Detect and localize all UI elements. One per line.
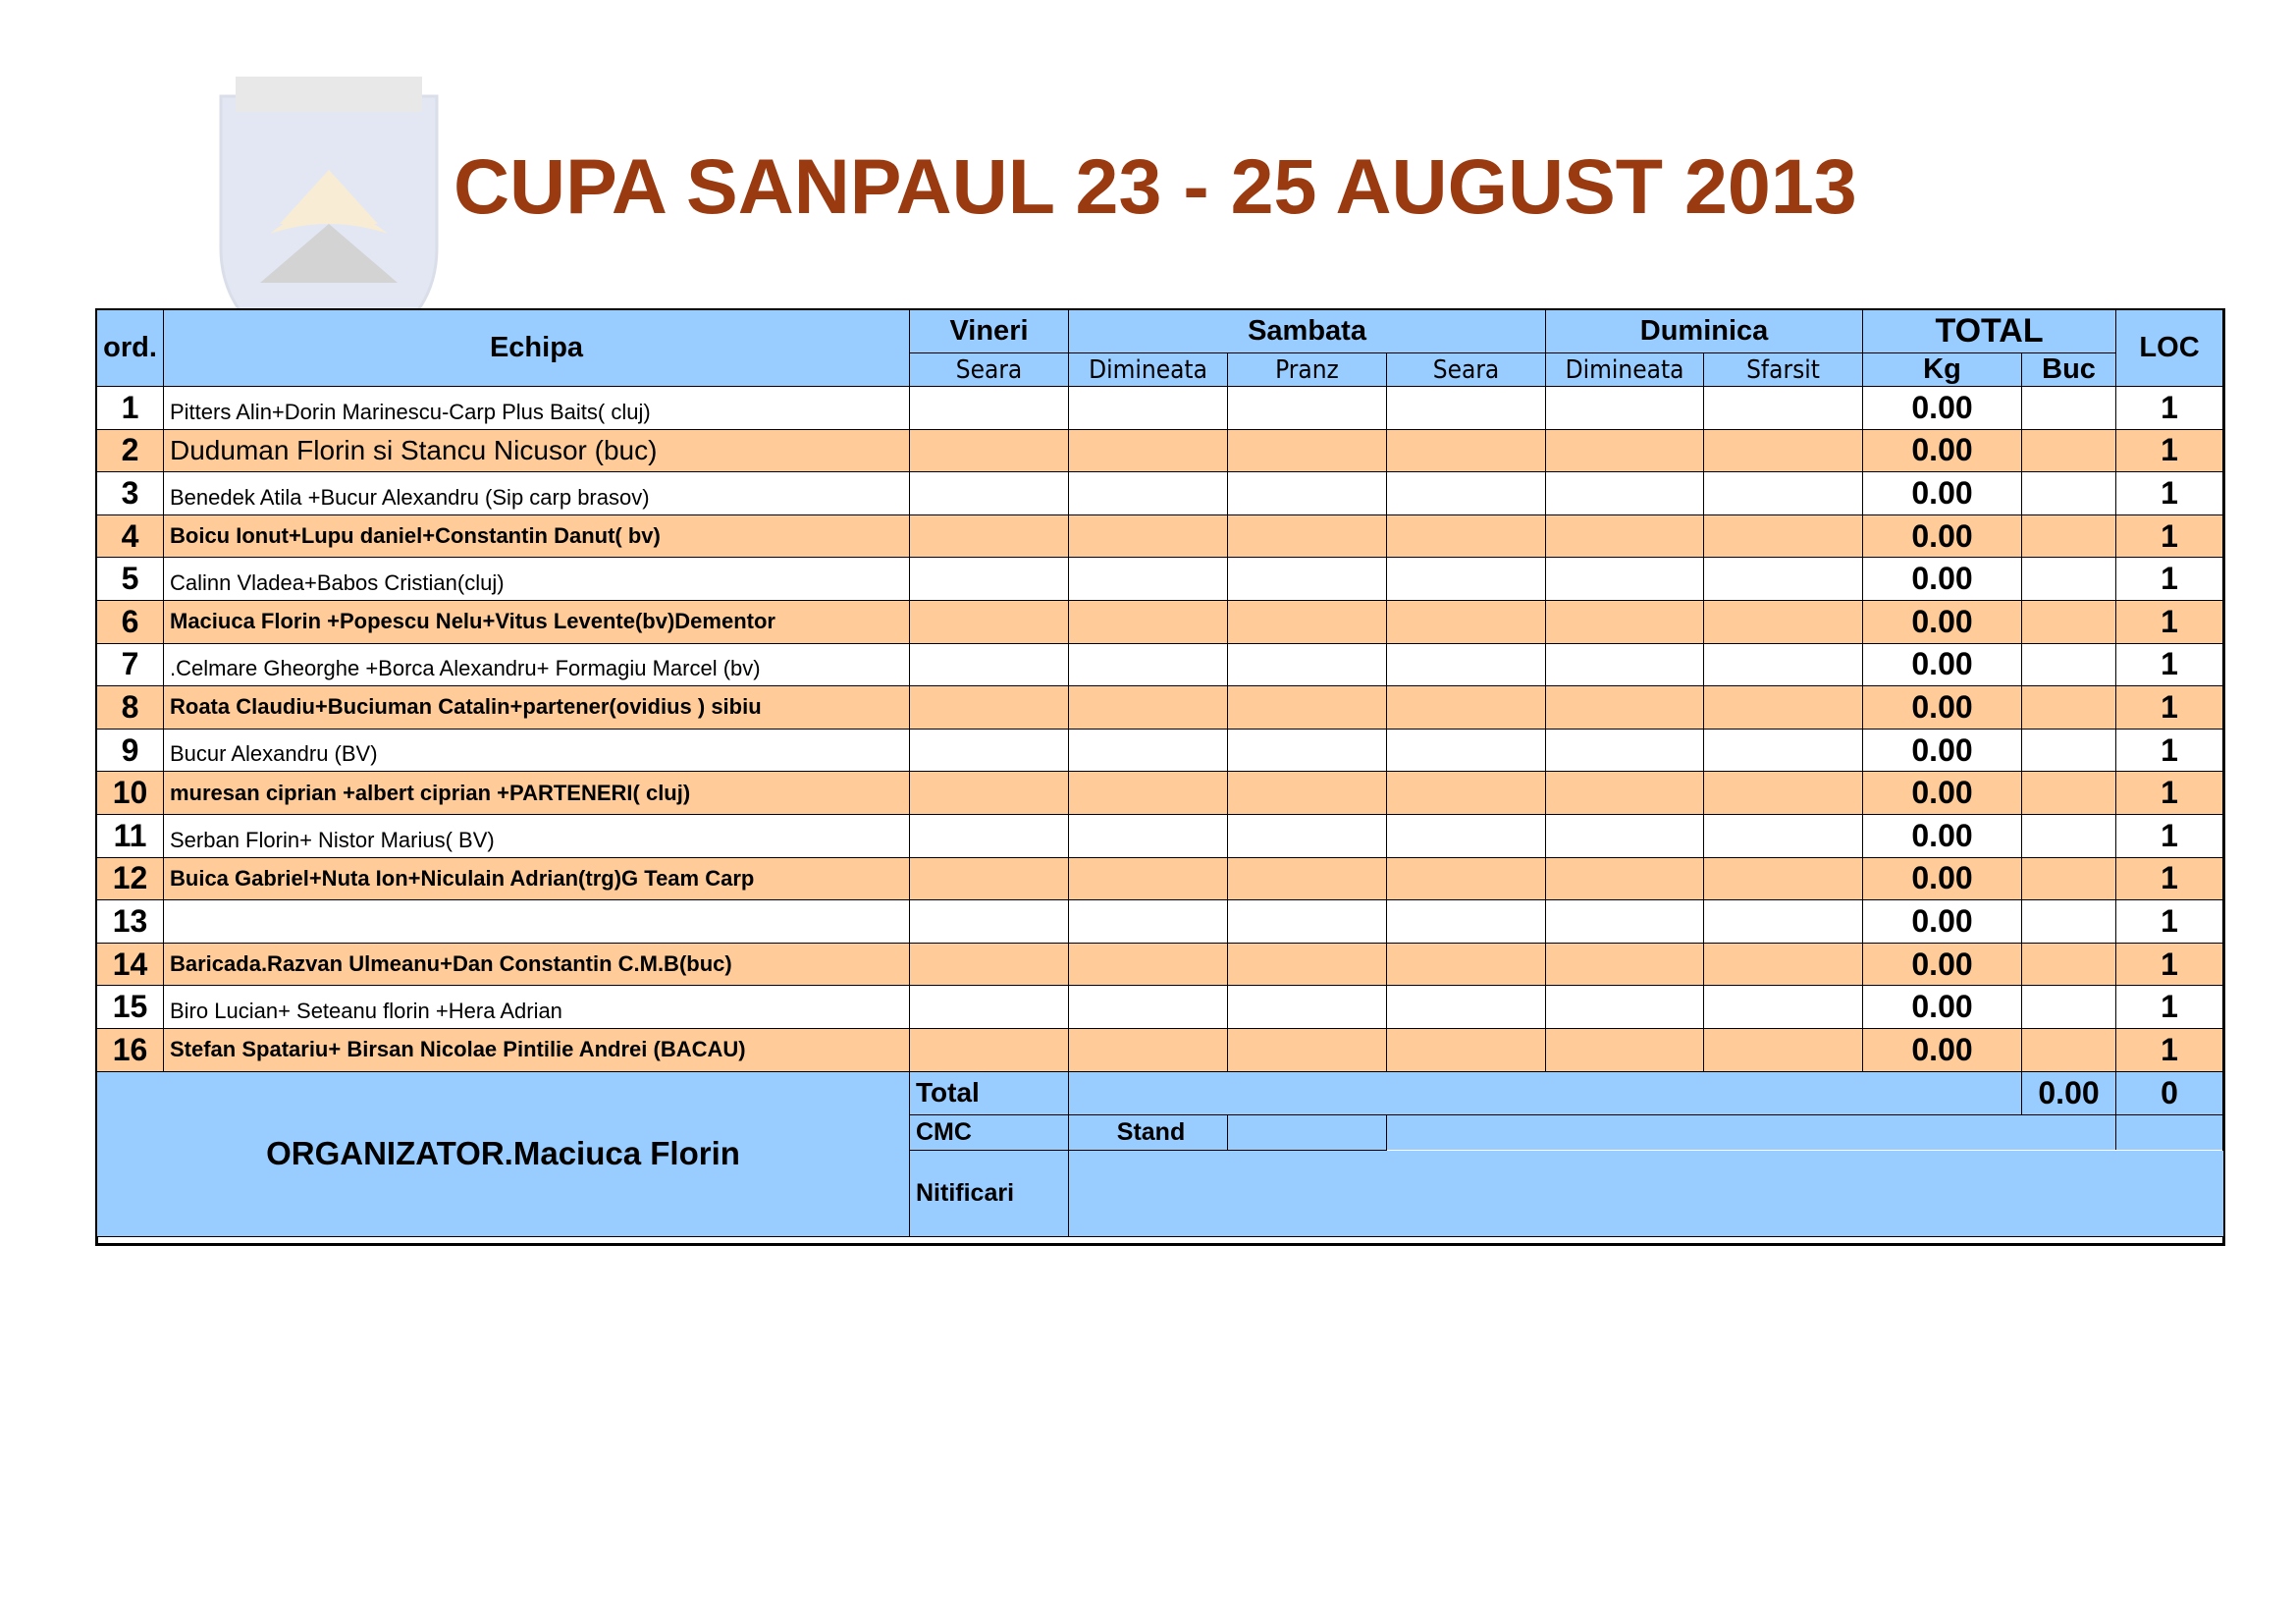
row-duminica-dimineata-cell — [1546, 472, 1704, 515]
col-header-duminica-sfarsit: Sfarsit — [1704, 353, 1863, 387]
row-duminica-sfarsit-cell — [1704, 986, 1863, 1029]
row-sambata-seara-cell — [1387, 643, 1546, 686]
col-header-loc: LOC — [2116, 310, 2223, 387]
table-row — [97, 643, 2223, 686]
row-duminica-sfarsit-cell — [1704, 472, 1863, 515]
cmc-loc-blank — [2116, 1114, 2223, 1150]
row-buc — [2022, 558, 2116, 601]
organizer-label: ORGANIZATOR.Maciuca Florin — [97, 1071, 910, 1236]
row-duminica-dimineata-cell — [1546, 558, 1704, 601]
row-team: Roata Claudiu+Buciuman Catalin+partener(ovidius ) sibiu — [164, 686, 910, 730]
row-sambata-seara-cell — [1387, 900, 1546, 944]
row-duminica-sfarsit-cell — [1704, 686, 1863, 730]
row-kg: 0.00 — [1863, 857, 2022, 900]
row-sambata-pranz-cell — [1228, 943, 1387, 986]
col-header-sambata: Sambata — [1069, 310, 1546, 353]
col-header-kg: Kg — [1863, 353, 2022, 387]
row-vineri-seara-cell — [910, 514, 1069, 558]
row-duminica-sfarsit-cell — [1704, 1028, 1863, 1071]
row-team: Serban Florin+ Nistor Marius( BV) — [164, 814, 910, 857]
row-duminica-dimineata-cell — [1546, 900, 1704, 944]
row-buc — [2022, 814, 2116, 857]
row-sambata-dimineata-cell — [1069, 857, 1228, 900]
row-sambata-pranz-cell — [1228, 686, 1387, 730]
col-header-sambata-seara: Seara — [1387, 353, 1546, 387]
row-loc: 1 — [2116, 986, 2223, 1029]
table-row — [97, 814, 2223, 857]
col-header-vineri-seara: Seara — [910, 353, 1069, 387]
row-sambata-dimineata-cell — [1069, 514, 1228, 558]
row-duminica-sfarsit-cell — [1704, 600, 1863, 643]
row-ord: 9 — [97, 729, 164, 772]
row-ord: 14 — [97, 943, 164, 986]
row-loc: 1 — [2116, 943, 2223, 986]
row-sambata-seara-cell — [1387, 429, 1546, 472]
row-buc — [2022, 514, 2116, 558]
table-row — [97, 429, 2223, 472]
row-sambata-pranz-cell — [1228, 472, 1387, 515]
cmc-blank — [1387, 1114, 2116, 1150]
col-header-total: TOTAL — [1863, 310, 2116, 353]
row-sambata-dimineata-cell — [1069, 814, 1228, 857]
row-vineri-seara-cell — [910, 900, 1069, 944]
row-sambata-pranz-cell — [1228, 514, 1387, 558]
row-loc: 1 — [2116, 772, 2223, 815]
row-sambata-seara-cell — [1387, 857, 1546, 900]
row-duminica-dimineata-cell — [1546, 387, 1704, 430]
table-row — [97, 514, 2223, 558]
row-team: muresan ciprian +albert ciprian +PARTENERI( cluj) — [164, 772, 910, 815]
col-header-duminica-dimineata: Dimineata — [1546, 353, 1704, 387]
row-sambata-pranz-cell — [1228, 857, 1387, 900]
row-team: Baricada.Razvan Ulmeanu+Dan Constantin C.M.B(buc) — [164, 943, 910, 986]
row-loc: 1 — [2116, 472, 2223, 515]
row-sambata-dimineata-cell — [1069, 943, 1228, 986]
notifications-value — [1069, 1150, 2223, 1236]
row-kg: 0.00 — [1863, 600, 2022, 643]
row-sambata-dimineata-cell — [1069, 900, 1228, 944]
row-loc: 1 — [2116, 558, 2223, 601]
row-sambata-dimineata-cell — [1069, 600, 1228, 643]
table-row — [97, 729, 2223, 772]
row-vineri-seara-cell — [910, 472, 1069, 515]
total-kg: 0.00 — [2022, 1071, 2116, 1114]
row-vineri-seara-cell — [910, 814, 1069, 857]
row-buc — [2022, 643, 2116, 686]
row-duminica-dimineata-cell — [1546, 1028, 1704, 1071]
row-sambata-pranz-cell — [1228, 1028, 1387, 1071]
row-duminica-sfarsit-cell — [1704, 814, 1863, 857]
row-duminica-sfarsit-cell — [1704, 772, 1863, 815]
table-row — [97, 472, 2223, 515]
row-kg: 0.00 — [1863, 514, 2022, 558]
row-kg: 0.00 — [1863, 729, 2022, 772]
row-kg: 0.00 — [1863, 429, 2022, 472]
row-ord: 16 — [97, 1028, 164, 1071]
row-buc — [2022, 900, 2116, 944]
row-ord: 10 — [97, 772, 164, 815]
col-header-team: Echipa — [164, 310, 910, 387]
row-duminica-dimineata-cell — [1546, 943, 1704, 986]
row-duminica-sfarsit-cell — [1704, 729, 1863, 772]
stand-value — [1228, 1114, 1387, 1150]
row-kg: 0.00 — [1863, 900, 2022, 944]
row-ord: 1 — [97, 387, 164, 430]
col-header-duminica: Duminica — [1546, 310, 1863, 353]
row-kg: 0.00 — [1863, 643, 2022, 686]
row-sambata-dimineata-cell — [1069, 429, 1228, 472]
row-team — [164, 900, 910, 944]
row-team: Calinn Vladea+Babos Cristian(cluj) — [164, 558, 910, 601]
row-ord: 2 — [97, 429, 164, 472]
notifications-label: Nitificari — [910, 1150, 1069, 1236]
col-header-sambata-pranz: Pranz — [1228, 353, 1387, 387]
row-loc: 1 — [2116, 900, 2223, 944]
row-duminica-dimineata-cell — [1546, 686, 1704, 730]
row-duminica-dimineata-cell — [1546, 814, 1704, 857]
table-row — [97, 986, 2223, 1029]
row-team: Stefan Spatariu+ Birsan Nicolae Pintilie Andrei (BACAU) — [164, 1028, 910, 1071]
row-sambata-seara-cell — [1387, 943, 1546, 986]
row-duminica-dimineata-cell — [1546, 772, 1704, 815]
row-sambata-seara-cell — [1387, 686, 1546, 730]
table-row — [97, 387, 2223, 430]
row-buc — [2022, 857, 2116, 900]
row-duminica-sfarsit-cell — [1704, 900, 1863, 944]
col-header-sambata-dimineata: Dimineata — [1069, 353, 1228, 387]
row-team: Duduman Florin si Stancu Nicusor (buc) — [164, 429, 910, 472]
row-duminica-sfarsit-cell — [1704, 643, 1863, 686]
row-vineri-seara-cell — [910, 643, 1069, 686]
row-duminica-sfarsit-cell — [1704, 429, 1863, 472]
total-buc: 0 — [2116, 1071, 2223, 1114]
row-sambata-seara-cell — [1387, 387, 1546, 430]
row-sambata-pranz-cell — [1228, 600, 1387, 643]
row-buc — [2022, 600, 2116, 643]
row-ord: 4 — [97, 514, 164, 558]
row-sambata-seara-cell — [1387, 558, 1546, 601]
row-sambata-seara-cell — [1387, 514, 1546, 558]
row-vineri-seara-cell — [910, 429, 1069, 472]
row-loc: 1 — [2116, 387, 2223, 430]
row-ord: 8 — [97, 686, 164, 730]
row-sambata-seara-cell — [1387, 729, 1546, 772]
row-buc — [2022, 1028, 2116, 1071]
row-kg: 0.00 — [1863, 772, 2022, 815]
row-ord: 5 — [97, 558, 164, 601]
row-ord: 11 — [97, 814, 164, 857]
row-kg: 0.00 — [1863, 814, 2022, 857]
row-team: Pitters Alin+Dorin Marinescu-Carp Plus Baits( cluj) — [164, 387, 910, 430]
row-duminica-sfarsit-cell — [1704, 558, 1863, 601]
row-sambata-dimineata-cell — [1069, 1028, 1228, 1071]
row-duminica-dimineata-cell — [1546, 514, 1704, 558]
row-duminica-dimineata-cell — [1546, 429, 1704, 472]
row-vineri-seara-cell — [910, 729, 1069, 772]
table-row — [97, 558, 2223, 601]
table-row — [97, 900, 2223, 944]
row-sambata-seara-cell — [1387, 986, 1546, 1029]
row-sambata-dimineata-cell — [1069, 729, 1228, 772]
row-sambata-dimineata-cell — [1069, 772, 1228, 815]
row-sambata-pranz-cell — [1228, 558, 1387, 601]
row-duminica-dimineata-cell — [1546, 857, 1704, 900]
total-sessions-cell — [1069, 1071, 2022, 1114]
row-team: Maciuca Florin +Popescu Nelu+Vitus Levente(bv)Dementor — [164, 600, 910, 643]
row-sambata-dimineata-cell — [1069, 472, 1228, 515]
row-vineri-seara-cell — [910, 600, 1069, 643]
row-sambata-pranz-cell — [1228, 900, 1387, 944]
row-sambata-seara-cell — [1387, 1028, 1546, 1071]
row-loc: 1 — [2116, 600, 2223, 643]
row-duminica-dimineata-cell — [1546, 729, 1704, 772]
row-duminica-sfarsit-cell — [1704, 857, 1863, 900]
row-loc: 1 — [2116, 643, 2223, 686]
row-kg: 0.00 — [1863, 1028, 2022, 1071]
row-duminica-dimineata-cell — [1546, 600, 1704, 643]
row-team: Bucur Alexandru (BV) — [164, 729, 910, 772]
row-team: Buica Gabriel+Nuta Ion+Niculain Adrian(trg)G Team Carp — [164, 857, 910, 900]
row-kg: 0.00 — [1863, 943, 2022, 986]
row-sambata-dimineata-cell — [1069, 986, 1228, 1029]
row-loc: 1 — [2116, 729, 2223, 772]
footer-row-total — [97, 1071, 2223, 1114]
row-buc — [2022, 986, 2116, 1029]
row-buc — [2022, 943, 2116, 986]
row-kg: 0.00 — [1863, 686, 2022, 730]
row-duminica-dimineata-cell — [1546, 643, 1704, 686]
row-sambata-pranz-cell — [1228, 814, 1387, 857]
row-buc — [2022, 729, 2116, 772]
row-sambata-pranz-cell — [1228, 986, 1387, 1029]
row-vineri-seara-cell — [910, 772, 1069, 815]
results-table — [96, 309, 2223, 1237]
row-duminica-dimineata-cell — [1546, 986, 1704, 1029]
row-ord: 12 — [97, 857, 164, 900]
row-buc — [2022, 387, 2116, 430]
row-duminica-sfarsit-cell — [1704, 943, 1863, 986]
stand-label: Stand — [1069, 1114, 1228, 1150]
row-loc: 1 — [2116, 1028, 2223, 1071]
row-sambata-dimineata-cell — [1069, 686, 1228, 730]
row-loc: 1 — [2116, 814, 2223, 857]
row-loc: 1 — [2116, 429, 2223, 472]
cmc-label: CMC — [910, 1114, 1069, 1150]
row-vineri-seara-cell — [910, 558, 1069, 601]
row-buc — [2022, 772, 2116, 815]
row-ord: 13 — [97, 900, 164, 944]
row-vineri-seara-cell — [910, 686, 1069, 730]
row-ord: 15 — [97, 986, 164, 1029]
row-vineri-seara-cell — [910, 943, 1069, 986]
col-header-buc: Buc — [2022, 353, 2116, 387]
row-team: Benedek Atila +Bucur Alexandru (Sip carp brasov) — [164, 472, 910, 515]
table-row — [97, 943, 2223, 986]
row-ord: 6 — [97, 600, 164, 643]
row-sambata-seara-cell — [1387, 814, 1546, 857]
row-buc — [2022, 472, 2116, 515]
row-buc — [2022, 686, 2116, 730]
row-sambata-pranz-cell — [1228, 429, 1387, 472]
row-kg: 0.00 — [1863, 387, 2022, 430]
table-row — [97, 686, 2223, 730]
page-title: CUPA SANPAUL 23 - 25 AUGUST 2013 — [454, 142, 1857, 230]
row-kg: 0.00 — [1863, 986, 2022, 1029]
table-row — [97, 857, 2223, 900]
row-sambata-pranz-cell — [1228, 772, 1387, 815]
row-vineri-seara-cell — [910, 986, 1069, 1029]
row-team: Biro Lucian+ Seteanu florin +Hera Adrian — [164, 986, 910, 1029]
row-sambata-pranz-cell — [1228, 729, 1387, 772]
row-duminica-sfarsit-cell — [1704, 514, 1863, 558]
row-sambata-seara-cell — [1387, 472, 1546, 515]
row-sambata-dimineata-cell — [1069, 387, 1228, 430]
table-row — [97, 1028, 2223, 1071]
row-team: .Celmare Gheorghe +Borca Alexandru+ Formagiu Marcel (bv) — [164, 643, 910, 686]
row-vineri-seara-cell — [910, 387, 1069, 430]
header-row-days — [97, 310, 2223, 353]
row-sambata-seara-cell — [1387, 600, 1546, 643]
row-sambata-pranz-cell — [1228, 643, 1387, 686]
row-sambata-dimineata-cell — [1069, 558, 1228, 601]
col-header-ord: ord. — [97, 310, 164, 387]
row-sambata-pranz-cell — [1228, 387, 1387, 430]
row-buc — [2022, 429, 2116, 472]
row-ord: 3 — [97, 472, 164, 515]
row-kg: 0.00 — [1863, 558, 2022, 601]
col-header-vineri: Vineri — [910, 310, 1069, 353]
row-vineri-seara-cell — [910, 1028, 1069, 1071]
row-duminica-sfarsit-cell — [1704, 387, 1863, 430]
table-row — [97, 600, 2223, 643]
row-vineri-seara-cell — [910, 857, 1069, 900]
row-sambata-dimineata-cell — [1069, 643, 1228, 686]
row-loc: 1 — [2116, 514, 2223, 558]
row-ord: 7 — [97, 643, 164, 686]
table-row — [97, 772, 2223, 815]
total-label: Total — [910, 1071, 1069, 1114]
row-sambata-seara-cell — [1387, 772, 1546, 815]
row-kg: 0.00 — [1863, 472, 2022, 515]
row-loc: 1 — [2116, 857, 2223, 900]
row-team: Boicu Ionut+Lupu daniel+Constantin Danut( bv) — [164, 514, 910, 558]
row-loc: 1 — [2116, 686, 2223, 730]
